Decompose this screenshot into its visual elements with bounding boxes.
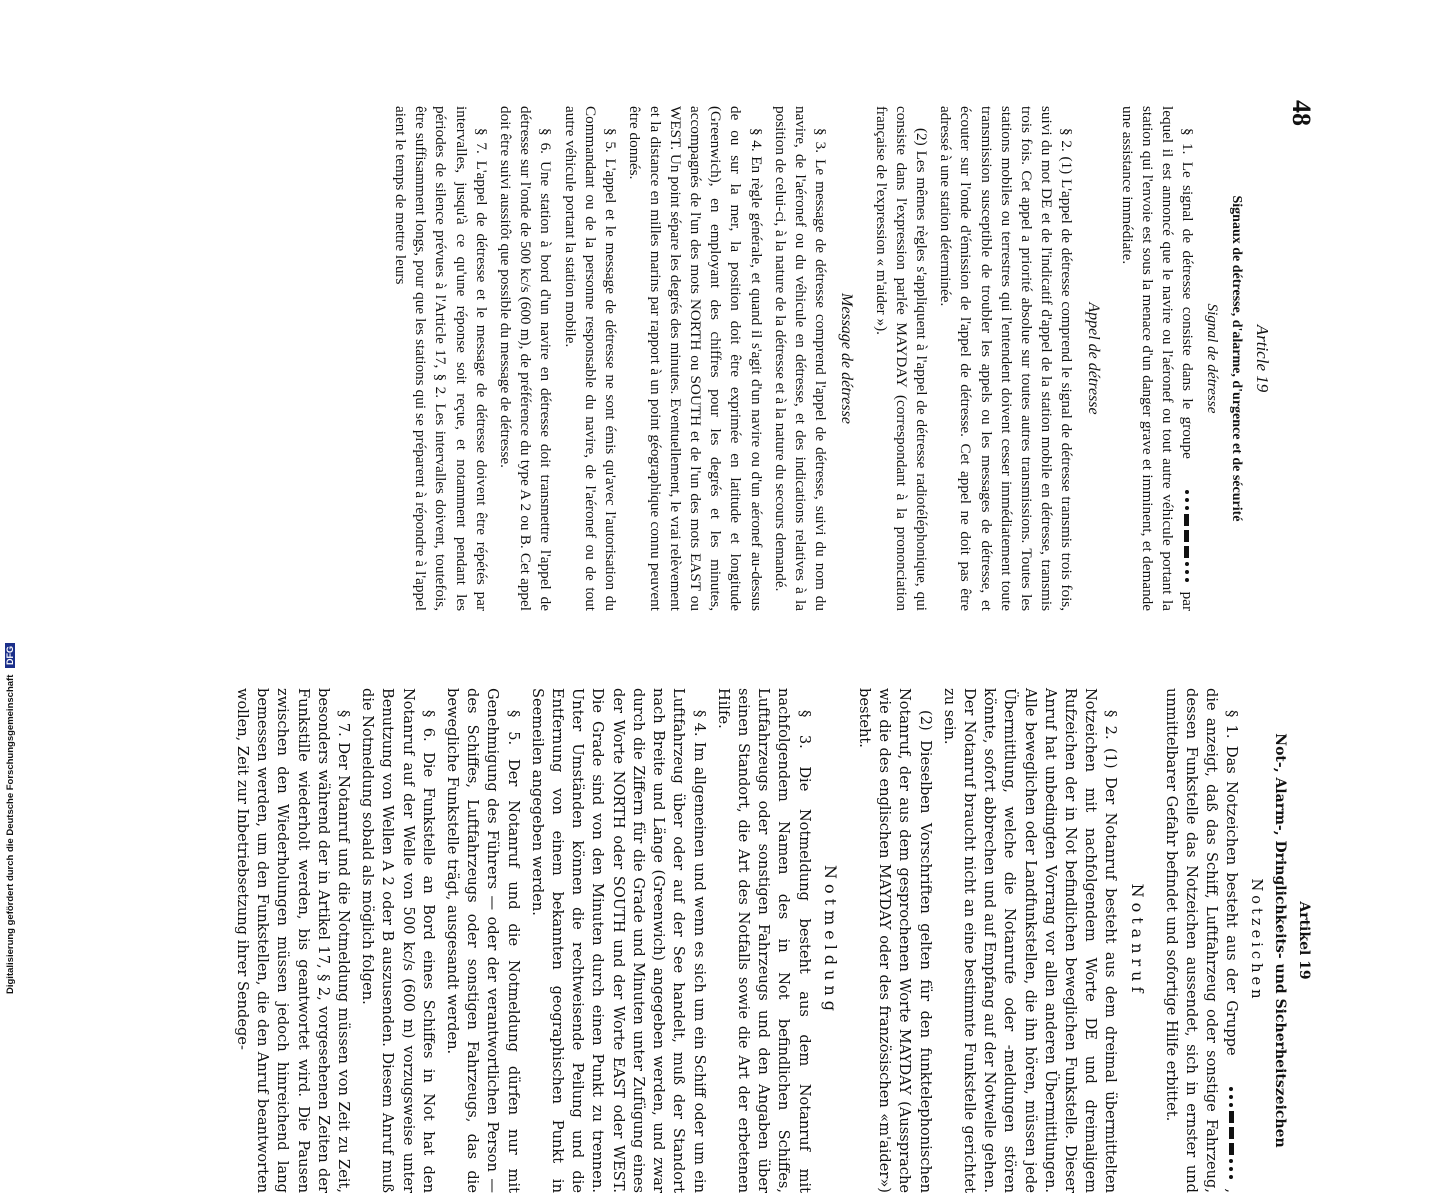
signal-subtitle: Signal de détresse (1203, 303, 1221, 414)
paragraph-2: § 2. (1) L'appel de détresse comprend le signal de détresse transmis trois fois, suivi du mot DE et de l'indicatif d'appel de la station mobile en détresse, transmis trois fois. Cet appel a priorité absolue sur toutes autres transmissions. Toutes les stations mobiles ou terrestres qui l'entendent doivent cesser immédiatement toute transmission susceptible de troubler les appels ou les messages de détresse, et écouter sur l'onde d'émission de l'appel de détresse. Cet appel ne doit pas être adressé à une station déterminée. (937, 106, 1076, 611)
section-notruf: Notanruf (1127, 883, 1147, 998)
sos-signal-icon (1177, 466, 1197, 584)
article-title: Article 19 (1253, 324, 1272, 393)
artikel-heading: Not-, Alarm-, Dringlichkeits- und Sicherheitszeichen (1271, 733, 1288, 1148)
dfg-logo: DFG (5, 643, 15, 668)
de-paragraph-1-start: § 1. Das Notzeichen besteht aus der Gruppe (1223, 710, 1241, 1056)
sos-signal-icon (1221, 1063, 1241, 1181)
section-notmeldung: Notmeldung (820, 865, 840, 1016)
paragraph-3: § 3. Le message de détresse comprend l'appel de détresse, suivi du nom du navire, de l'aéronef ou du véhicule en détresse, et des indications relatives à la position de celui-ci, à la nature de la détresse et à la nature du secours demandé. (771, 106, 830, 611)
footer-strip (4, 4, 20, 994)
paragraph-1-start: § 1. Le signal de détresse consiste dans le groupe (1179, 128, 1197, 459)
notzeichen-subtitle: Notzeichen (1247, 878, 1265, 1003)
artikel-title: Artikel 19 (1296, 901, 1312, 980)
de-paragraph-2b: (2) Dieselben Vorschriften gelten für den funktelephonischen Notanruf, der aus dem gesprochenen Worte MAYDAY (Aussprache wie die des englischen MAYDAY oder des französischen «m'aider») besteht. (855, 688, 934, 1193)
paragraph-1-end: par lequel il est annoncé que le navire ou l'aéronef ou tout autre véhicule portant la station qui l'envoie est sous la menace d'un danger grave et imminent, et demande une assistance immédiate. (1118, 106, 1197, 612)
french-column (386, 106, 1272, 611)
de-paragraph-5: § 5. Der Notanruf und die Notmeldung dürfen nur mit Genehmigung des Führers — oder der verantwortlichen Person — des Schiffes, Luftfahrzeugs oder sonstigen Fahrzeugs, das die bewegliche Funkstelle trägt, ausgesandt werden. (444, 688, 522, 1193)
footer-credit (5, 643, 16, 994)
german-column (232, 688, 1314, 1193)
de-paragraph-7: § 7. Der Notanruf und die Notmeldung müssen von Zeit zu Zeit, besonders während der in Artikel 17, § 2, vorgesehenen Zeiten der Funkstille wiederholt werden, bis geantwortet wird. Die Pausen zwischen den Wiederholungen müssen jedoch hinreichend lang bemessen werden, um den Funkstellen, die den Anruf beantworten wollen, Zeit zur Inbetriebsetzung ihrer Sendege- (234, 688, 353, 1193)
de-paragraph-2: § 2. (1) Der Notanruf besteht aus dem dreimal übermittelten Notzeichen mit nachfolgendem Worte DE und dreimaligem Rufzeichen der in Not befindlichen beweglichen Funkstelle. Dieser Anruf hat unbedingten Vorrang vor allen anderen Übermittlungen. Alle beweglichen oder Landfunkstellen, die ihn hören, müssen jede Übermittlung, welche die Notanrufe oder -meldungen stören könnte, sofort abbrechen und auf Empfang auf der Notwelle gehen. Der Notanruf braucht nicht an eine bestimmte Funkstelle gerichtet zu sein. (940, 688, 1120, 1193)
footer-text: Digitalisierung gefördert durch die Deutsche Forschungsgemeinschaft (5, 674, 16, 994)
section-appel: Appel de détresse (1084, 302, 1102, 415)
article-heading: Signaux de détresse, d'alarme, d'urgence et de sécurité (1228, 195, 1244, 522)
paragraph-5: § 5. L'appel et le message de détresse ne sont émis qu'avec l'autorisation du Commandant ou de la personne responsable du navire, de l'aéronef ou de tout autre véhicule portant la station mobile. (561, 106, 620, 611)
section-message: Message de détresse (838, 293, 856, 424)
paragraph-4: § 4. En règle générale, et quand il s'agit d'un navire ou d'un aéronef au-dessus de ou sur la mer, la position doit être exprimée en latitude et longitude (Greenwich), en employant des chiffres pour les degrés et les minutes, accompagnés de l'un des mots NORTH ou SOUTH et de l'un des mots EAST ou WEST. Un point sépare les degrés des minutes. Eventuellement, le vrai relèvement et la distance en milles marins par rapport à un point géographique connu peuvent être donnés. (626, 106, 765, 611)
de-paragraph-3: § 3. Die Notmeldung besteht aus dem Notanruf mit nachfolgendem Namen des in Not befindlichen Schiffes, Luftfahrzeugs oder sonstigen Fahrzeugs und den Angaben über seinen Standort, die Art des Notfalls sowie die Art der erbetenen Hilfe. (714, 688, 813, 1193)
de-paragraph-1 (1161, 688, 1242, 1193)
paragraph-2b: (2) Les mêmes règles s'appliquent à l'appel de détresse radiotéléphonique, qui consiste dans l'expression parlée MAYDAY (correspondant à la prononciation française de l'expression « m'aider »). (872, 106, 930, 611)
german-column-clip (14, 688, 1314, 1193)
de-paragraph-4: § 4. Im allgemeinen und wenn es sich um ein Schiff oder um ein Luftfahrzeug über oder auf der See handelt, muß der Standort nach Breite und Länge (Greenwich) angegeben werden, und zwar durch die Ziffern für die Grade und Minuten unter Zufügung eines der Worte NORTH oder SOUTH und der Worte EAST oder WEST. Die Grade sind von den Minuten durch einen Punkt zu trennen. Unter Umständen können die rechtweisende Peilung und die Entfernung von einem bekannten geographischen Punkt in Seemeilen angegeben werden. (528, 688, 708, 1193)
paragraph-1 (1117, 106, 1198, 611)
de-paragraph-6: § 6. Die Funkstelle an Bord eines Schiffes in Not hat den Notanruf auf der Welle von 500 kc/s (600 m) vorzugsweise unter Benutzung von Wellen A 2 oder B auszusenden. Diesem Anruf muß die Notmeldung sobald als möglich folgen. (359, 688, 437, 1193)
page-number: 48 (1287, 100, 1316, 126)
paragraph-7: § 7. L'appel de détresse et le message de détresse doivent être répétés par intervalles, jusqu'à ce qu'une réponse soit reçue, et notamment pendant les périodes de silence prévues à l'Article 17, § 2. Les intervalles doivent, toutefois, être suffisamment longs, pour que les stations qui se préparent à répondre à l'appel aient le temps de mettre leurs (392, 106, 490, 611)
paragraph-6: § 6. Une station à bord d'un navire en détresse doit transmettre l'appel de détresse sur l'onde de 500 kc/s (600 m), de préférence du type A 2 ou B. Cet appel doit être suivi aussitôt que possible du message de détresse. (497, 106, 555, 611)
de-paragraph-1-end: , die anzeigt, daß das Schiff, Luftfahrzeug oder sonstige Fahrzeug, dessen Funkstelle das Notzeichen aussendet, sich in ernster und unmittelbarer Gefahr befindet und sofortige Hilfe erbittet. (1162, 688, 1241, 1193)
